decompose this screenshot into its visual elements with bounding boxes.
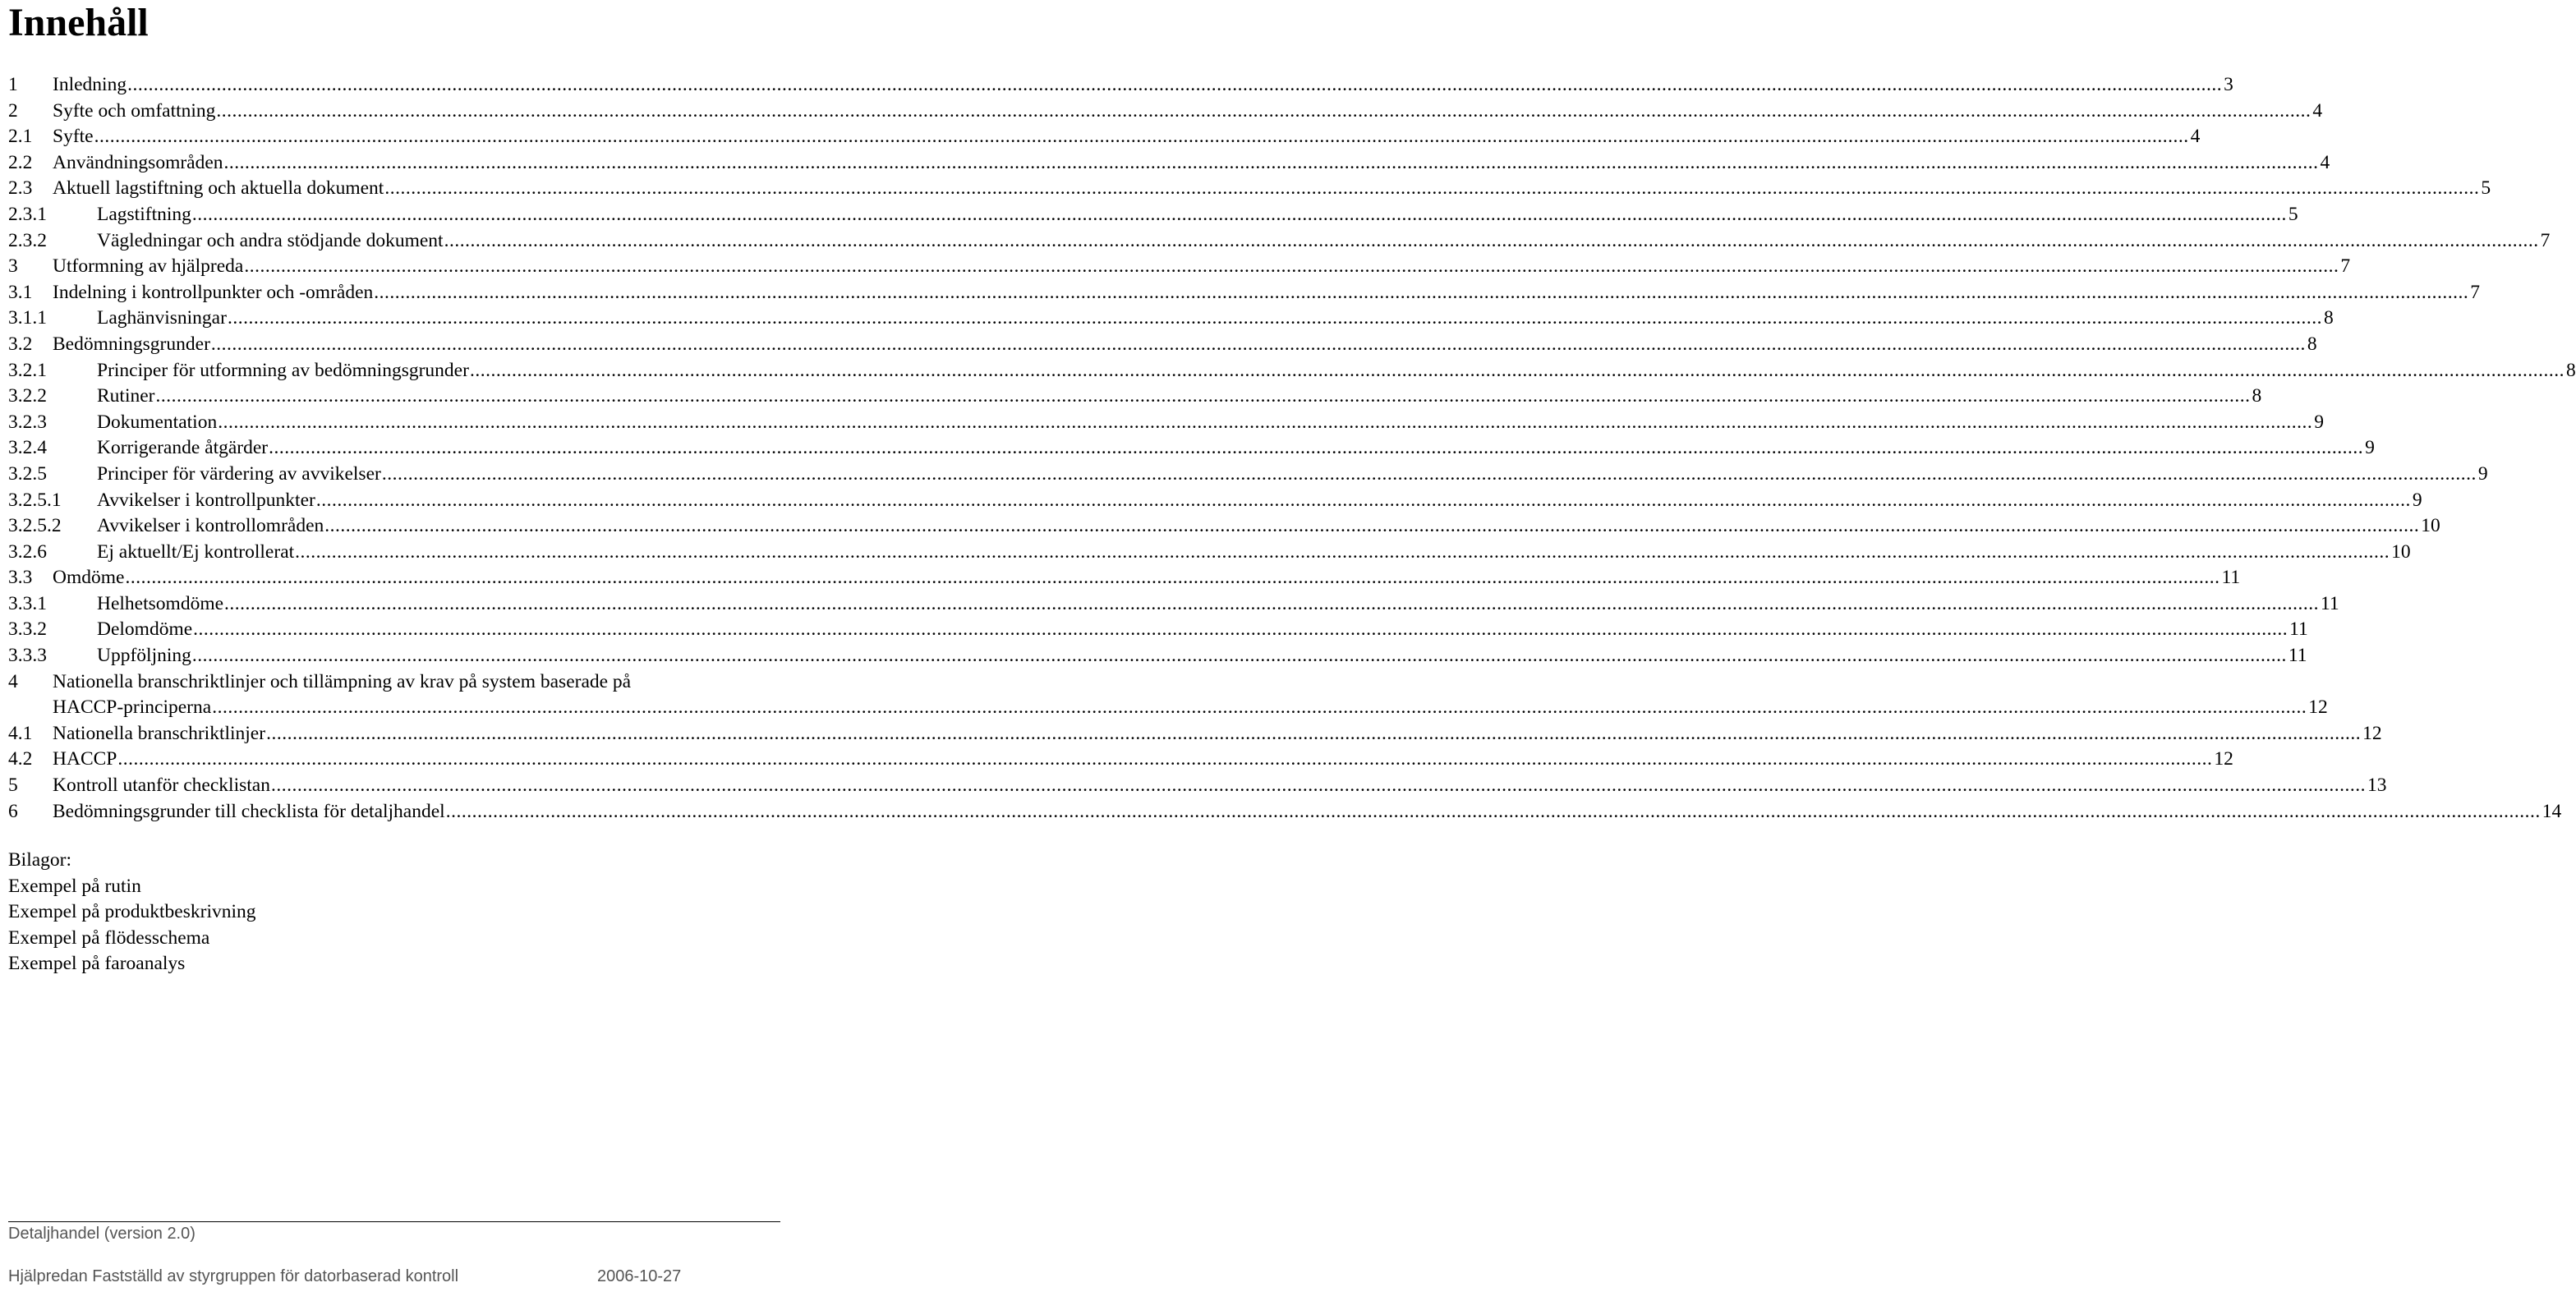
toc-entry-title: Nationella branschriktlinjer och tillämpning av krav på system baserade på — [53, 670, 632, 692]
toc-entry[interactable] — [8, 513, 2440, 540]
toc-entry-page-number: 11 — [2221, 567, 2241, 589]
toc-entry-number: 3.3.2 — [8, 618, 47, 641]
toc-entry-title-continued: HACCP-principerna — [53, 696, 212, 719]
toc-entry[interactable] — [8, 462, 2488, 488]
toc-entry-title: Kontroll utanför checklistan — [53, 775, 270, 797]
toc-entry[interactable] — [8, 488, 2422, 514]
toc-dot-leader: ................................................................................................................................................................................................................................................................................................................................................................................................................ — [244, 255, 2339, 278]
toc-entry-number: 6 — [8, 800, 18, 822]
toc-entry-number: 2.3.2 — [8, 229, 47, 251]
toc-dot-leader: ................................................................................................................................................................................................................................................................................................................................................................................................................ — [223, 151, 2319, 173]
toc-dot-leader: ................................................................................................................................................................................................................................................................................................................................................................................................................ — [127, 74, 2223, 95]
toc-dot-leader: ................................................................................................................................................................................................................................................................................................................................................................................................................ — [295, 540, 2390, 563]
toc-entry-page-number: 10 — [2391, 540, 2411, 563]
appendix-list — [8, 848, 256, 977]
toc-entry-page-number: 5 — [2288, 203, 2298, 225]
toc-entry-page-number: 12 — [2214, 748, 2233, 770]
toc-entry[interactable] — [8, 332, 2317, 358]
toc-entry-number: 2.1 — [8, 126, 33, 148]
appendix-item: Exempel på flödesschema — [8, 926, 210, 949]
toc-entry-page-number: 8 — [2323, 307, 2334, 329]
toc-dot-leader: ................................................................................................................................................................................................................................................................................................................................................................................................................ — [445, 800, 2541, 822]
footer-divider — [8, 1221, 780, 1222]
toc-entry-number: 4 — [8, 670, 18, 692]
toc-dot-leader: ................................................................................................................................................................................................................................................................................................................................................................................................................ — [374, 281, 2469, 303]
toc-dot-leader: ................................................................................................................................................................................................................................................................................................................................................................................................................ — [125, 567, 2220, 589]
appendix-item: Exempel på faroanalys — [8, 953, 186, 975]
toc-entry-number: 2.2 — [8, 151, 33, 173]
toc-entry[interactable] — [8, 721, 2382, 747]
toc-entry-page-number: 14 — [2542, 800, 2562, 822]
toc-entry-page-number: 9 — [2314, 411, 2324, 433]
toc-entry[interactable] — [8, 254, 2351, 280]
toc-dot-leader: ................................................................................................................................................................................................................................................................................................................................................................................................................ — [212, 696, 2307, 719]
toc-entry-number: 3.1.1 — [8, 307, 47, 329]
toc-entry-title: Användningsområden — [53, 151, 223, 173]
toc-entry-page-number: 12 — [2308, 696, 2328, 719]
toc-entry-number: 3.2.5.2 — [8, 515, 62, 537]
toc-entry-title: Indelning i kontrollpunkter och -områden — [53, 281, 374, 303]
toc-entry-number: 3.2.1 — [8, 359, 47, 381]
toc-entry[interactable] — [8, 358, 2576, 384]
toc-entry-title: Omdöme — [53, 567, 125, 589]
toc-entry-title: Inledning — [53, 74, 127, 95]
toc-entry-title: Vägledningar och andra stödjande dokument — [97, 229, 444, 251]
toc-entry[interactable] — [8, 773, 2387, 799]
toc-entry-number: 2 — [8, 99, 18, 122]
toc-dot-leader: ................................................................................................................................................................................................................................................................................................................................................................................................................ — [384, 177, 2480, 200]
toc-entry-number: 3.2.2 — [8, 385, 47, 407]
toc-entry[interactable] — [8, 280, 2481, 306]
toc-dot-leader: ................................................................................................................................................................................................................................................................................................................................................................................................................ — [191, 645, 2287, 667]
toc-entry-page-number: 8 — [2252, 385, 2262, 407]
toc-dot-leader: ................................................................................................................................................................................................................................................................................................................................................................................................................ — [227, 307, 2322, 329]
toc-entry-number: 3.1 — [8, 281, 33, 303]
toc-dot-leader: ................................................................................................................................................................................................................................................................................................................................................................................................................ — [218, 411, 2313, 433]
toc-dot-leader: ................................................................................................................................................................................................................................................................................................................................................................................................................ — [94, 126, 2189, 148]
toc-entry-page-number: 3 — [2224, 74, 2233, 95]
toc-entry[interactable] — [8, 435, 2375, 462]
toc-entry-page-number: 11 — [2321, 592, 2339, 614]
toc-entry-title: Syfte — [53, 126, 94, 148]
toc-entry-title: Utformning av hjälpreda — [53, 255, 244, 278]
toc-dot-leader: ................................................................................................................................................................................................................................................................................................................................................................................................................ — [155, 385, 2251, 407]
toc-entry-page-number: 4 — [2320, 151, 2330, 173]
toc-entry-title: Uppföljning — [97, 645, 191, 667]
toc-entry[interactable] — [8, 540, 2411, 566]
toc-entry[interactable] — [8, 124, 2201, 150]
toc-dot-leader: ................................................................................................................................................................................................................................................................................................................................................................................................................ — [269, 437, 2364, 459]
toc-entry-page-number: 9 — [2365, 437, 2375, 459]
toc-entry[interactable] — [8, 150, 2330, 177]
toc-entry-number: 4.1 — [8, 722, 33, 744]
toc-entry-title: Avvikelser i kontrollpunkter — [97, 489, 315, 511]
toc-entry[interactable] — [8, 591, 2339, 618]
toc-entry-page-number: 8 — [2565, 359, 2576, 381]
toc-dot-leader: ................................................................................................................................................................................................................................................................................................................................................................................................................ — [324, 515, 2420, 537]
toc-dot-leader: ................................................................................................................................................................................................................................................................................................................................................................................................................ — [191, 203, 2287, 225]
toc-entry-number: 1 — [8, 74, 18, 95]
toc-entry-title: Principer för värdering av avvikelser — [97, 462, 381, 485]
toc-entry-title: Laghänvisningar — [97, 307, 227, 329]
toc-entry[interactable] — [8, 384, 2262, 410]
toc-entry-title: Dokumentation — [97, 411, 218, 433]
toc-entry-page-number: 7 — [2340, 255, 2351, 278]
toc-entry-title: Nationella branschriktlinjer — [53, 722, 266, 744]
toc-entry-title: Bedömningsgrunder — [53, 333, 210, 355]
toc-entry-number: 2.3 — [8, 177, 33, 200]
toc-entry-title: Delomdöme — [97, 618, 193, 641]
toc-entry-page-number: 11 — [2288, 645, 2307, 667]
toc-entry-number: 3.3 — [8, 567, 33, 589]
toc-dot-leader: ................................................................................................................................................................................................................................................................................................................................................................................................................ — [117, 748, 2213, 770]
toc-dot-leader: ................................................................................................................................................................................................................................................................................................................................................................................................................ — [210, 333, 2306, 355]
toc-entry-number: 3.2.6 — [8, 540, 47, 563]
toc-entry-title: HACCP — [53, 748, 117, 770]
toc-entry[interactable] — [8, 228, 2551, 255]
footer-approval: Hjälpredan Fastställd av styrgruppen för datorbaserad kontroll — [8, 1267, 459, 1285]
appendix-item: Exempel på rutin — [8, 875, 141, 897]
footer-date: 2006-10-27 — [597, 1267, 682, 1285]
toc-entry-number: 3 — [8, 255, 18, 278]
toc-entry-number: 2.3.1 — [8, 203, 47, 225]
toc-dot-leader: ................................................................................................................................................................................................................................................................................................................................................................................................................ — [224, 592, 2320, 614]
toc-entry-page-number: 13 — [2367, 775, 2387, 797]
toc-entry-number: 3.2.5.1 — [8, 489, 62, 511]
page-title: Innehåll — [8, 1, 149, 44]
toc-entry-title: Bedömningsgrunder till checklista för detaljhandel — [53, 800, 445, 822]
toc-entry-number: 3.3.3 — [8, 645, 47, 667]
toc-entry[interactable] — [8, 176, 2491, 202]
toc-entry-page-number: 7 — [2540, 229, 2551, 251]
toc-entry-title: Lagstiftning — [97, 203, 191, 225]
appendix-item: Exempel på produktbeskrivning — [8, 901, 256, 923]
toc-entry[interactable] — [8, 410, 2324, 436]
toc-entry-page-number: 11 — [2289, 618, 2308, 641]
table-of-contents — [8, 72, 2576, 825]
toc-entry-title: Avvikelser i kontrollområden — [97, 515, 324, 537]
toc-entry-page-number: 10 — [2421, 515, 2440, 537]
toc-entry-page-number: 5 — [2481, 177, 2491, 200]
toc-entry-title: Principer för utformning av bedömningsgrunder — [97, 359, 469, 381]
toc-entry[interactable] — [8, 643, 2307, 669]
toc-entry[interactable] — [8, 99, 2323, 125]
toc-entry-number: 5 — [8, 775, 18, 797]
toc-dot-leader: ................................................................................................................................................................................................................................................................................................................................................................................................................ — [216, 99, 2312, 122]
toc-dot-leader: ................................................................................................................................................................................................................................................................................................................................................................................................................ — [469, 359, 2564, 381]
toc-entry[interactable] — [8, 202, 2298, 228]
toc-entry-title: Aktuell lagstiftning och aktuella dokument — [53, 177, 384, 200]
toc-dot-leader: ................................................................................................................................................................................................................................................................................................................................................................................................................ — [266, 722, 2362, 744]
toc-entry-title: Rutiner — [97, 385, 155, 407]
toc-entry[interactable] — [8, 799, 2562, 825]
toc-entry-page-number: 9 — [2412, 489, 2422, 511]
toc-entry-title: Ej aktuellt/Ej kontrollerat — [97, 540, 295, 563]
toc-dot-leader: ................................................................................................................................................................................................................................................................................................................................................................................................................ — [315, 489, 2411, 511]
toc-entry-number: 4.2 — [8, 748, 33, 770]
toc-entry-title: Syfte och omfattning — [53, 99, 216, 122]
toc-entry[interactable] — [8, 565, 2241, 591]
toc-entry-title: Korrigerande åtgärder — [97, 437, 269, 459]
toc-entry[interactable] — [8, 72, 2233, 99]
toc-entry[interactable] — [8, 306, 2334, 332]
toc-dot-leader: ................................................................................................................................................................................................................................................................................................................................................................................................................ — [193, 618, 2288, 641]
toc-dot-leader: ................................................................................................................................................................................................................................................................................................................................................................................................................ — [444, 229, 2539, 251]
toc-entry-number: 3.2 — [8, 333, 33, 355]
toc-entry[interactable] — [8, 747, 2233, 773]
toc-entry-number: 3.2.4 — [8, 437, 47, 459]
toc-dot-leader: ................................................................................................................................................................................................................................................................................................................................................................................................................ — [381, 462, 2477, 485]
toc-entry-page-number: 9 — [2477, 462, 2488, 485]
appendix-heading: Bilagor: — [8, 849, 72, 871]
toc-entry-number: 3.3.1 — [8, 592, 47, 614]
toc-entry-page-number: 4 — [2190, 126, 2201, 148]
toc-entry-page-number: 8 — [2307, 333, 2317, 355]
toc-dot-leader: ................................................................................................................................................................................................................................................................................................................................................................................................................ — [270, 775, 2366, 797]
toc-entry[interactable] — [8, 669, 2328, 721]
toc-entry-number: 3.2.5 — [8, 462, 47, 485]
toc-entry-title: Helhetsomdöme — [97, 592, 224, 614]
toc-entry-page-number: 4 — [2312, 99, 2323, 122]
footer-doc-version: Detaljhandel (version 2.0) — [8, 1225, 196, 1243]
toc-entry-page-number: 12 — [2362, 722, 2382, 744]
toc-entry-page-number: 7 — [2470, 281, 2481, 303]
toc-entry-number: 3.2.3 — [8, 411, 47, 433]
toc-entry[interactable] — [8, 617, 2308, 643]
